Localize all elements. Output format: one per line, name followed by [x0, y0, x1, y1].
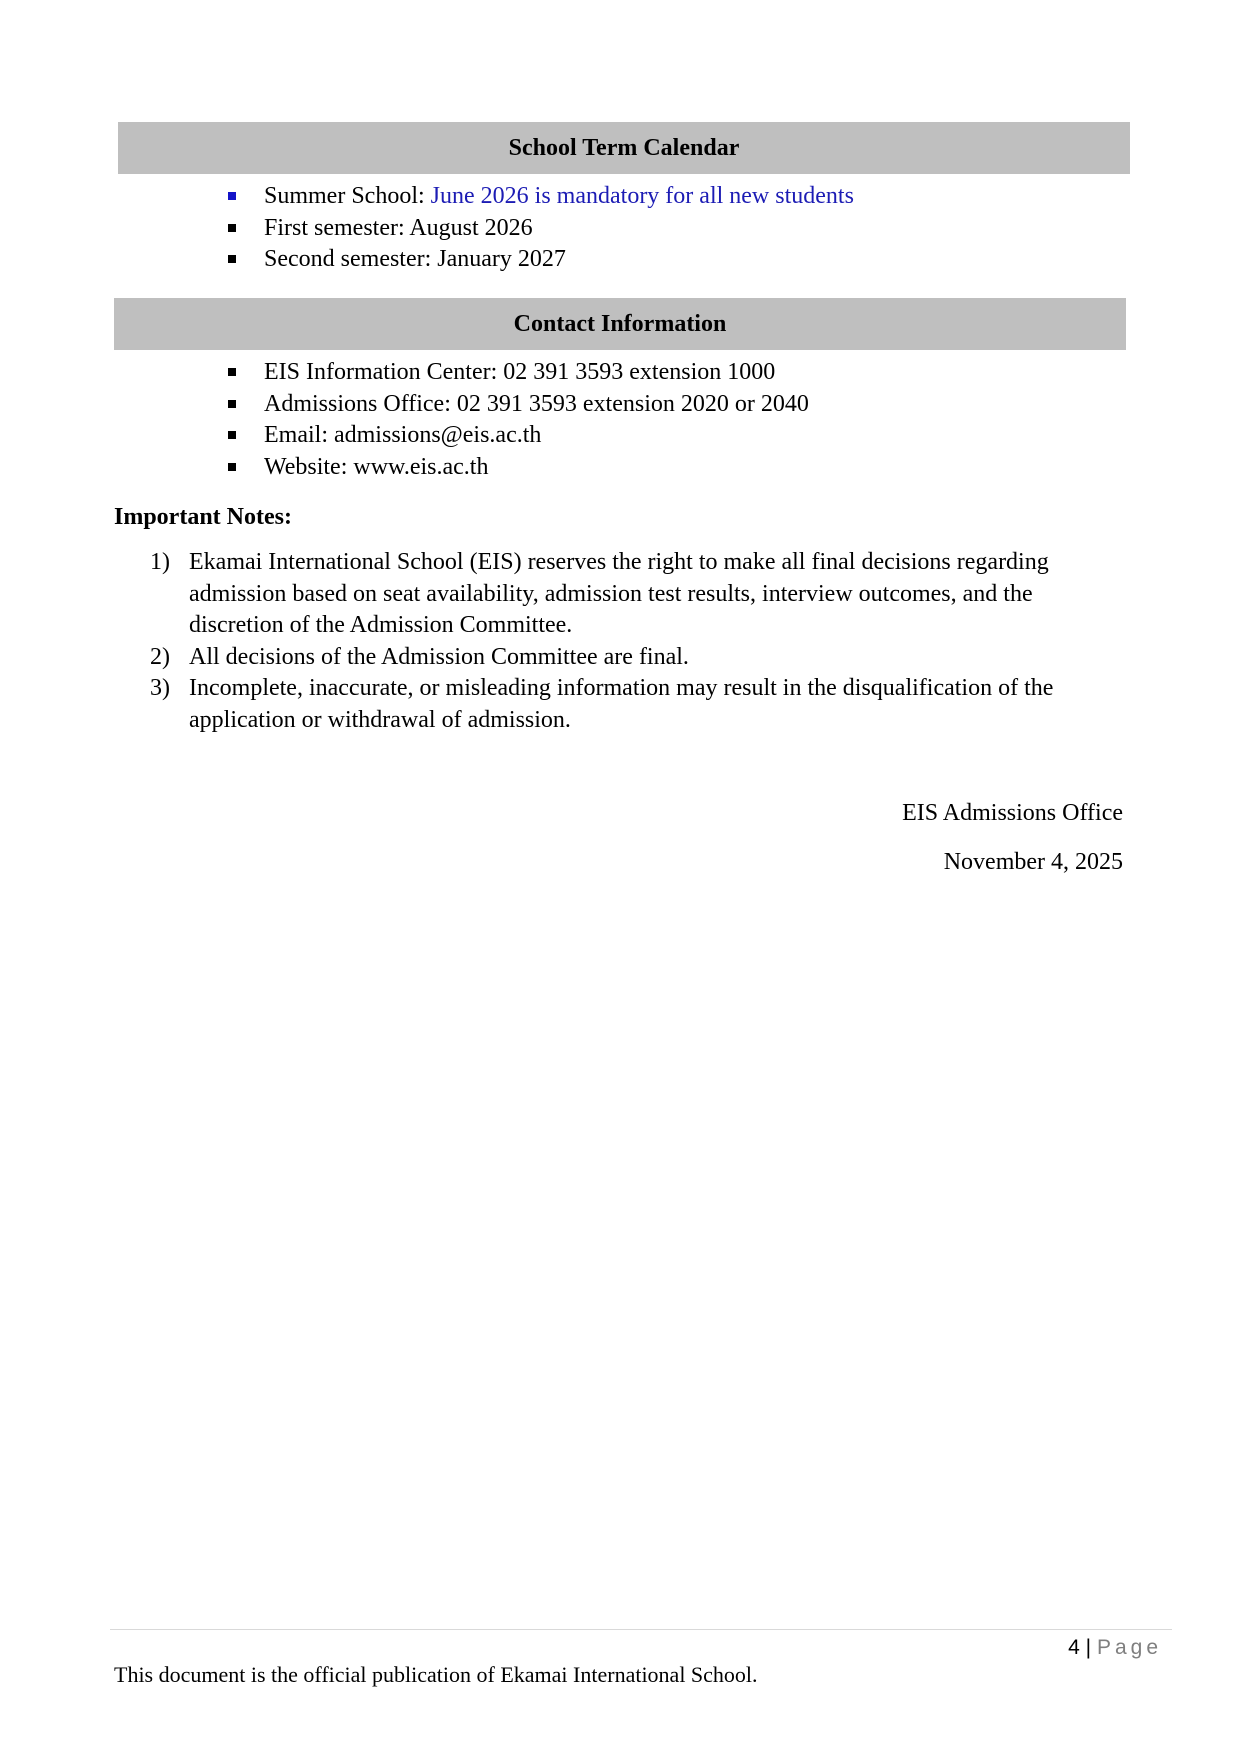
signature-office: EIS Admissions Office	[902, 800, 1123, 826]
note-number: 1)	[150, 549, 170, 575]
calendar-item-label: Summer School:	[264, 183, 431, 209]
contact-item-text: Admissions Office: 02 391 3593 extension 2020 or 2040	[264, 390, 809, 417]
list-item	[150, 547, 1110, 642]
contact-list	[228, 357, 809, 483]
contact-item-text: EIS Information Center: 02 391 3593 extension 1000	[264, 359, 776, 385]
list-item	[228, 389, 809, 421]
list-item	[228, 244, 854, 276]
contact-information-title: Contact Information	[513, 310, 727, 337]
calendar-item-detail: June 2026 is mandatory for all new students	[430, 183, 854, 209]
note-number: 3)	[150, 675, 170, 701]
page-number	[1068, 1634, 1162, 1662]
page-number-separator: |	[1085, 1636, 1092, 1659]
important-notes-list	[150, 547, 1110, 736]
list-item	[228, 357, 809, 389]
list-item	[150, 673, 1110, 736]
important-notes-heading: Important Notes:	[114, 504, 292, 530]
calendar-item-label: First semester: August 2026	[264, 214, 533, 241]
note-text: All decisions of the Admission Committee are final.	[189, 643, 689, 670]
school-term-calendar-title: School Term Calendar	[508, 134, 740, 161]
square-bullet-icon	[228, 368, 236, 376]
page-number-value: 4	[1068, 1636, 1080, 1659]
square-bullet-icon	[228, 255, 236, 263]
footer-publication-note: This document is the official publication of Ekamai International School.	[114, 1662, 758, 1687]
square-bullet-icon	[228, 463, 236, 471]
signature-date: November 4, 2025	[943, 849, 1123, 875]
list-item	[228, 452, 809, 484]
note-number: 2)	[150, 643, 170, 670]
list-item	[228, 181, 854, 213]
square-bullet-icon	[228, 431, 236, 439]
contact-item-text: Website: www.eis.ac.th	[264, 453, 489, 480]
school-term-calendar-header	[118, 122, 1130, 174]
term-calendar-list	[228, 181, 854, 276]
note-text: Ekamai International School (EIS) reserves the right to make all final decisions regarding admission based on seat availability, admission test results, interview outcomes, and the discretion of the Admission Committee.	[189, 549, 1049, 638]
calendar-item-label: Second semester: January 2027	[264, 246, 566, 272]
page-label: Page	[1096, 1636, 1162, 1659]
list-item	[150, 642, 1110, 674]
square-bullet-icon	[228, 400, 236, 408]
square-bullet-icon	[228, 192, 236, 200]
list-item	[228, 420, 809, 452]
contact-item-text: Email: admissions@eis.ac.th	[264, 422, 542, 448]
footer-divider	[110, 1629, 1172, 1630]
note-text: Incomplete, inaccurate, or misleading information may result in the disqualification of the application or withdrawal of admission.	[189, 675, 1054, 733]
list-item	[228, 213, 854, 245]
contact-information-header	[114, 298, 1126, 350]
square-bullet-icon	[228, 224, 236, 232]
